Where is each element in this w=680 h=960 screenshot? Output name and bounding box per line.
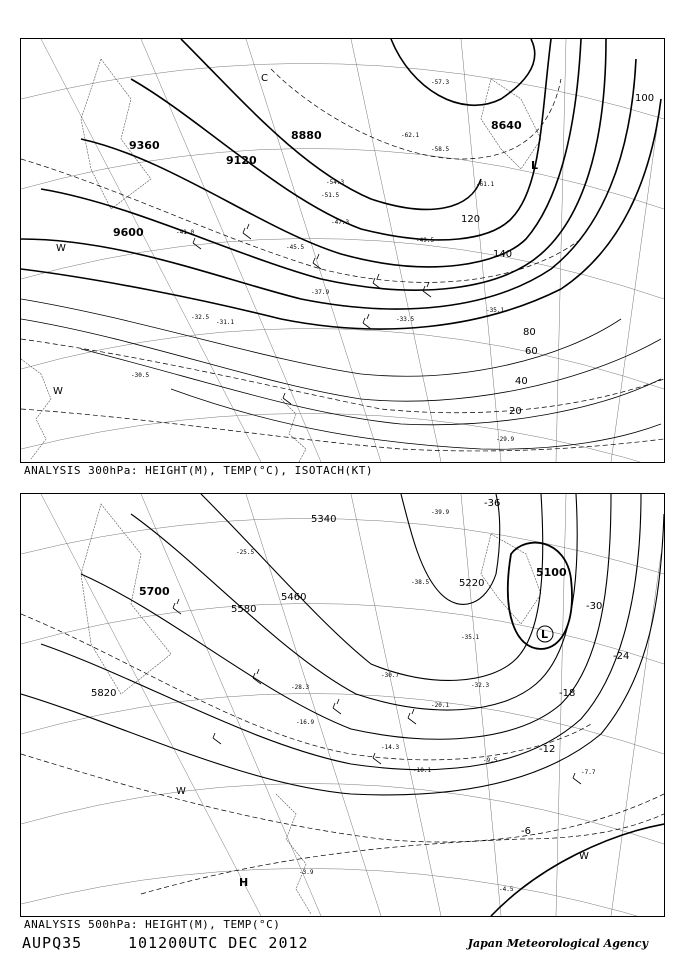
isotherm-label: -24 bbox=[613, 651, 630, 662]
chart-500hpa bbox=[20, 493, 665, 917]
isotherms bbox=[21, 69, 664, 451]
isotach-label: 80 bbox=[523, 327, 536, 338]
isotach-label: 100 bbox=[635, 93, 655, 104]
station-temp: -3.9 bbox=[299, 869, 314, 876]
station-temp: -9.5 bbox=[483, 757, 498, 764]
station-temp: -35.1 bbox=[461, 634, 480, 641]
isotherm-label: -30 bbox=[586, 601, 603, 612]
height-label: 8640 bbox=[491, 119, 522, 132]
chart-300hpa-caption: ANALYSIS 300hPa: HEIGHT(M), TEMP(°C), ISOTACH(KT) bbox=[24, 464, 374, 477]
graticule bbox=[21, 494, 664, 916]
low-center-marker: L bbox=[531, 159, 539, 172]
chart-300hpa bbox=[20, 38, 665, 463]
isotherms bbox=[21, 614, 664, 894]
temp-label: -33.5 bbox=[396, 316, 415, 323]
station-temp: -28.3 bbox=[291, 684, 310, 691]
chart-500hpa-caption: ANALYSIS 500hPa: HEIGHT(M), TEMP(°C) bbox=[24, 918, 281, 931]
height-label: 5340 bbox=[311, 514, 337, 525]
map-500hpa bbox=[21, 494, 664, 916]
temp-label: -30.5 bbox=[131, 372, 150, 379]
pressure-centers-500 bbox=[176, 626, 589, 889]
temp-label: -45.5 bbox=[286, 244, 305, 251]
wind-barbs bbox=[173, 599, 581, 784]
height-labels-500 bbox=[91, 514, 567, 699]
valid-time: 101200UTC DEC 2012 bbox=[128, 934, 309, 952]
map-300hpa bbox=[21, 39, 664, 462]
agency-name: Japan Meteorological Agency bbox=[467, 937, 648, 950]
graticule bbox=[21, 39, 664, 462]
station-temp: -25.5 bbox=[236, 549, 255, 556]
station-temp: -32.3 bbox=[471, 682, 490, 689]
isotherm-label: -6 bbox=[521, 826, 531, 837]
low-center-marker: L bbox=[541, 628, 549, 641]
isotach-label: 120 bbox=[461, 214, 481, 225]
height-label: 9360 bbox=[129, 139, 160, 152]
warm-center-marker: W bbox=[53, 386, 63, 397]
station-temp: -30.7 bbox=[381, 672, 400, 679]
station-temp: -20.1 bbox=[431, 702, 450, 709]
station-temp: -14.3 bbox=[381, 744, 400, 751]
isotach-label: 60 bbox=[525, 346, 538, 357]
height-label: 5700 bbox=[139, 585, 170, 598]
height-label: 9600 bbox=[113, 226, 144, 239]
height-label: 9120 bbox=[226, 154, 257, 167]
station-temp: -4.5 bbox=[499, 886, 514, 893]
high-center-marker: H bbox=[239, 876, 249, 889]
temp-label: -31.1 bbox=[216, 319, 235, 326]
height-label: 5460 bbox=[281, 592, 307, 603]
station-temp: -38.5 bbox=[411, 579, 430, 586]
isotach-label: 20 bbox=[509, 406, 522, 417]
isotherm-label: -12 bbox=[539, 744, 556, 755]
height-label: 8880 bbox=[291, 129, 322, 142]
temp-label: -58.5 bbox=[431, 146, 450, 153]
temp-label: -41.0 bbox=[176, 229, 195, 236]
isotherm-label: -36 bbox=[484, 498, 501, 509]
isotach-label: 140 bbox=[493, 249, 513, 260]
isotherm-label: -18 bbox=[559, 688, 576, 699]
height-label: 5820 bbox=[91, 688, 117, 699]
isotachs bbox=[21, 299, 661, 449]
height-label: 5100 bbox=[536, 566, 567, 579]
temp-label: -57.3 bbox=[431, 79, 450, 86]
temp-label: -49.5 bbox=[416, 237, 435, 244]
temp-label: -61.1 bbox=[476, 181, 495, 188]
warm-center-marker: W bbox=[579, 851, 589, 862]
cold-center-marker: C bbox=[261, 73, 268, 84]
temp-label: -29.9 bbox=[496, 436, 515, 443]
temp-label: -47.3 bbox=[331, 219, 350, 226]
warm-center-marker: W bbox=[176, 786, 186, 797]
temp-label: -51.5 bbox=[321, 192, 340, 199]
warm-contour bbox=[491, 824, 664, 916]
station-temp: -10.1 bbox=[413, 767, 432, 774]
temp-label: -37.9 bbox=[311, 289, 330, 296]
warm-center-marker: W bbox=[56, 243, 66, 254]
temp-label: -62.1 bbox=[401, 132, 420, 139]
station-temp: -39.9 bbox=[431, 509, 450, 516]
height-contours bbox=[21, 494, 664, 795]
station-temp: -16.9 bbox=[296, 719, 315, 726]
station-temp: -7.7 bbox=[581, 769, 596, 776]
temp-labels-300 bbox=[131, 79, 514, 443]
height-label: 5580 bbox=[231, 604, 257, 615]
product-code: AUPQ35 bbox=[22, 934, 83, 952]
height-label: 5220 bbox=[459, 578, 485, 589]
temp-label: -32.5 bbox=[191, 314, 210, 321]
temp-label: -54.3 bbox=[326, 179, 345, 186]
temp-label: -35.1 bbox=[486, 307, 505, 314]
coastline bbox=[21, 59, 541, 462]
isotach-label: 40 bbox=[515, 376, 528, 387]
